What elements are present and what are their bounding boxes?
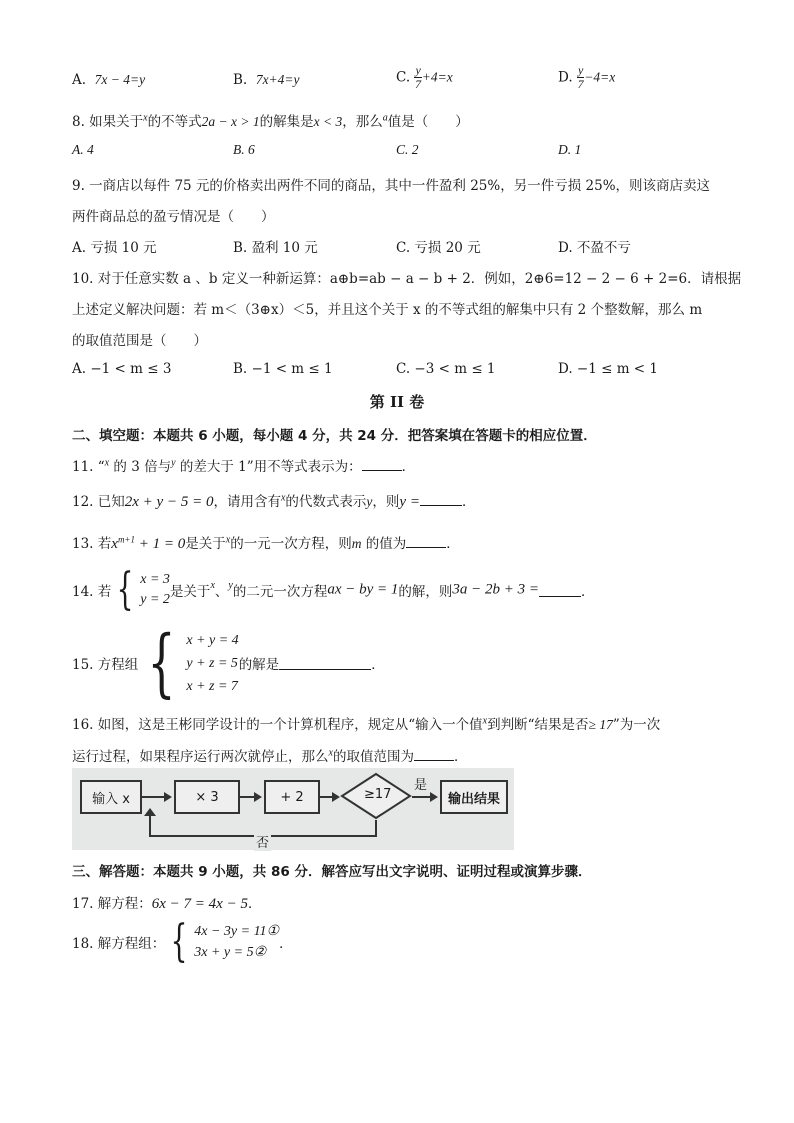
question-text: 的二元一次方程 [232,584,328,600]
section-heading: 二、填空题：本题共 6 小题，每小题 4 分，共 24 分．把答案填在答题卡的相应位置． [72,428,597,444]
question-text: 8. 如果关于 [72,114,144,130]
equation-system [138,620,239,706]
question-18 [72,916,293,967]
math-var: x [143,112,148,124]
question-text: ，则 [372,494,400,510]
question-16-line-1 [72,713,660,733]
option-text: 7x+4=y [255,72,300,87]
question-text: 、 [214,584,229,600]
math-var: m [351,536,362,551]
question-text: 的解是 [238,657,280,673]
left-brace: { [116,564,134,615]
punctuation: ． [371,657,385,673]
option-text: 7x − 4=y [94,72,146,87]
math-expression: 2x + y − 5 = 0 [124,494,214,510]
question-text: 的取值范围为 [332,749,414,765]
answer-blank[interactable] [414,748,454,761]
question-text: 的代数式表示 [285,494,367,510]
fraction-denominator: 7 [577,77,584,91]
option-text: −4=x [584,69,616,85]
punctuation: ． [247,896,262,912]
fraction [414,64,421,91]
math-expression: 2a − x > 1 [201,114,260,129]
question-12 [72,490,475,511]
section-heading: 三、解答题：本题共 9 小题，共 86 分．解答应写出文字说明、证明过程或演算步骤． [72,864,592,880]
question-10-line-3: 的取值范围是（ ） [72,333,207,349]
equation: y = 2 [140,592,170,607]
fraction-numerator: y [415,63,421,77]
flow-input-box: 输入 x [80,780,142,814]
question-text: ，那么 [342,114,383,130]
equation: 4x − 3y = 11① [194,924,280,939]
q7-option-b [233,72,300,88]
math-var: x [482,715,488,727]
answer-blank[interactable] [406,535,446,548]
flow-condition-label: ≥17 [364,787,392,802]
section-title: 第 II 卷 [369,393,425,411]
math-expression: 3a − 2b + 3 = [452,581,540,598]
question-text: 的 3 倍与 [109,459,172,475]
math-expression: ax − by = 1 [327,581,399,598]
question-11 [72,455,415,475]
math-exponent: m+1 [117,534,136,545]
question-15 [72,620,385,706]
q7-option-a [72,72,145,88]
question-text: 16. 如图，这是王彬同学设计的一个计算机程序，规定从“输入一个值 [72,717,483,733]
math-var: x [280,492,286,504]
q8-option-d: D. 1 [558,142,582,157]
question-text: 的差大于 1”用不等式表示为： [175,459,362,475]
question-9-line-1: 9. 一商店以每件 75 元的价格卖出两件不同的商品，其中一件盈利 25%，另一件亏损 25%，则该商店卖这 [72,178,711,194]
q9-option-b: B. 盈利 10 元 [233,240,318,256]
question-text: 的值为 [361,536,407,552]
punctuation: ． [401,459,416,475]
question-10-line-2: 上述定义解决问题：若 m＜（3⊕x）＜5，并且这个关于 x 的不等式组的解集中只有 2 个整数解，那么 m [72,302,703,318]
equation: 3x + y = 5② [194,945,267,960]
flow-no-label: 否 [254,832,271,851]
q10-option-c: C. −3 < m ≤ 1 [396,361,496,377]
equation: y + z = 5 [186,655,238,671]
q10-option-a: A. −1 < m ≤ 3 [72,361,172,377]
equation: x + y = 4 [186,632,239,648]
math-expression: ≥ 17 [588,717,613,732]
question-text: 的不等式 [147,114,202,130]
q9-option-d: D. 不盈不亏 [558,240,631,256]
question-text: 运行过程，如果程序运行两次就停止，那么 [72,749,329,765]
equation-system [111,564,170,615]
punctuation: ． [446,536,460,552]
math-var: y [171,457,176,469]
math-var: y [228,580,233,591]
math-var: x [210,580,215,591]
question-text: ，请用含有 [213,494,281,510]
question-10-line-1: 10. 对于任意实数 a 、b 定义一种新运算：a⊕b=ab − a − b + 2．例如，2⊕6=12 − 2 − 6 + 2=6．请根据 [72,271,742,287]
question-text: 13. 若 [72,536,112,552]
question-text: 是关于 [169,584,211,600]
flow-loop-arrow [72,768,514,850]
option-letter: D. [558,69,573,86]
option-letter: C. [396,69,411,86]
fraction-denominator: 7 [415,77,422,91]
q8-option-a: A. 4 [72,142,94,157]
answer-blank[interactable] [420,493,462,506]
q7-option-d [558,64,615,91]
question-text: 的一元一次方程，则 [230,536,352,552]
flowchart-figure [72,768,514,850]
math-var: x [328,747,333,759]
question-text: 是关于 [185,536,226,552]
punctuation: ． [453,749,468,765]
math-expression: x < 3 [313,114,343,129]
flow-add-box: + 2 [264,780,320,814]
question-text: 到判断“结果是否 [487,717,589,733]
fraction-numerator: y [577,63,584,77]
equation: x = 3 [140,572,170,587]
question-14 [72,564,595,615]
question-text: 12. 已知 [72,494,125,510]
question-text: 17. 解方程： [72,896,152,912]
equation-system [165,916,280,967]
answer-blank[interactable] [539,584,581,597]
answer-blank[interactable] [362,458,402,471]
q10-option-d: D. −1 ≤ m < 1 [558,361,659,377]
question-text: 的解集是 [259,114,314,130]
equation: x + z = 7 [186,678,238,694]
punctuation: ． [581,584,595,600]
question-9-line-2: 两件商品总的盈亏情况是（ ） [72,209,275,225]
flow-yes-label: 是 [414,778,428,793]
left-brace: { [147,620,176,706]
math-expression: + 1 = 0 [135,536,186,552]
question-text: 11. “ [72,459,105,475]
math-expression: 6x − 7 = 4x − 5 [151,896,248,912]
question-8 [72,110,469,130]
punctuation: ． [461,494,476,510]
math-expression: y = [399,494,420,510]
math-var: y [366,494,373,509]
question-text: 值是（ ） [387,114,469,130]
answer-blank[interactable] [279,657,371,670]
math-var: x [225,534,231,546]
math-var: a [382,112,388,124]
question-13 [72,532,460,553]
question-text: 18. 解方程组： [72,936,166,952]
question-text: ”为一次 [612,717,661,733]
option-letter: B. [233,72,248,88]
question-text: 的解，则 [398,584,453,600]
q10-option-b: B. −1 < m ≤ 1 [233,361,333,377]
math-var: x [104,457,110,469]
question-16-line-2 [72,745,467,765]
flow-output-box: 输出结果 [440,780,508,814]
option-text: +4=x [421,69,453,85]
option-letter: A. [72,72,87,88]
q8-option-c: C. 2 [396,142,419,157]
punctuation: ． [279,936,293,952]
question-text: 15. 方程组 [72,657,139,673]
q8-option-b: B. 6 [233,142,255,157]
left-brace: { [170,916,188,967]
flow-multiply-box: × 3 [174,780,240,814]
q9-option-a: A. 亏损 10 元 [72,240,157,256]
question-text: 14. 若 [72,584,112,600]
math-expression: x [111,536,118,552]
question-17 [72,892,261,913]
q7-option-c [396,64,453,91]
q9-option-c: C. 亏损 20 元 [396,240,481,256]
